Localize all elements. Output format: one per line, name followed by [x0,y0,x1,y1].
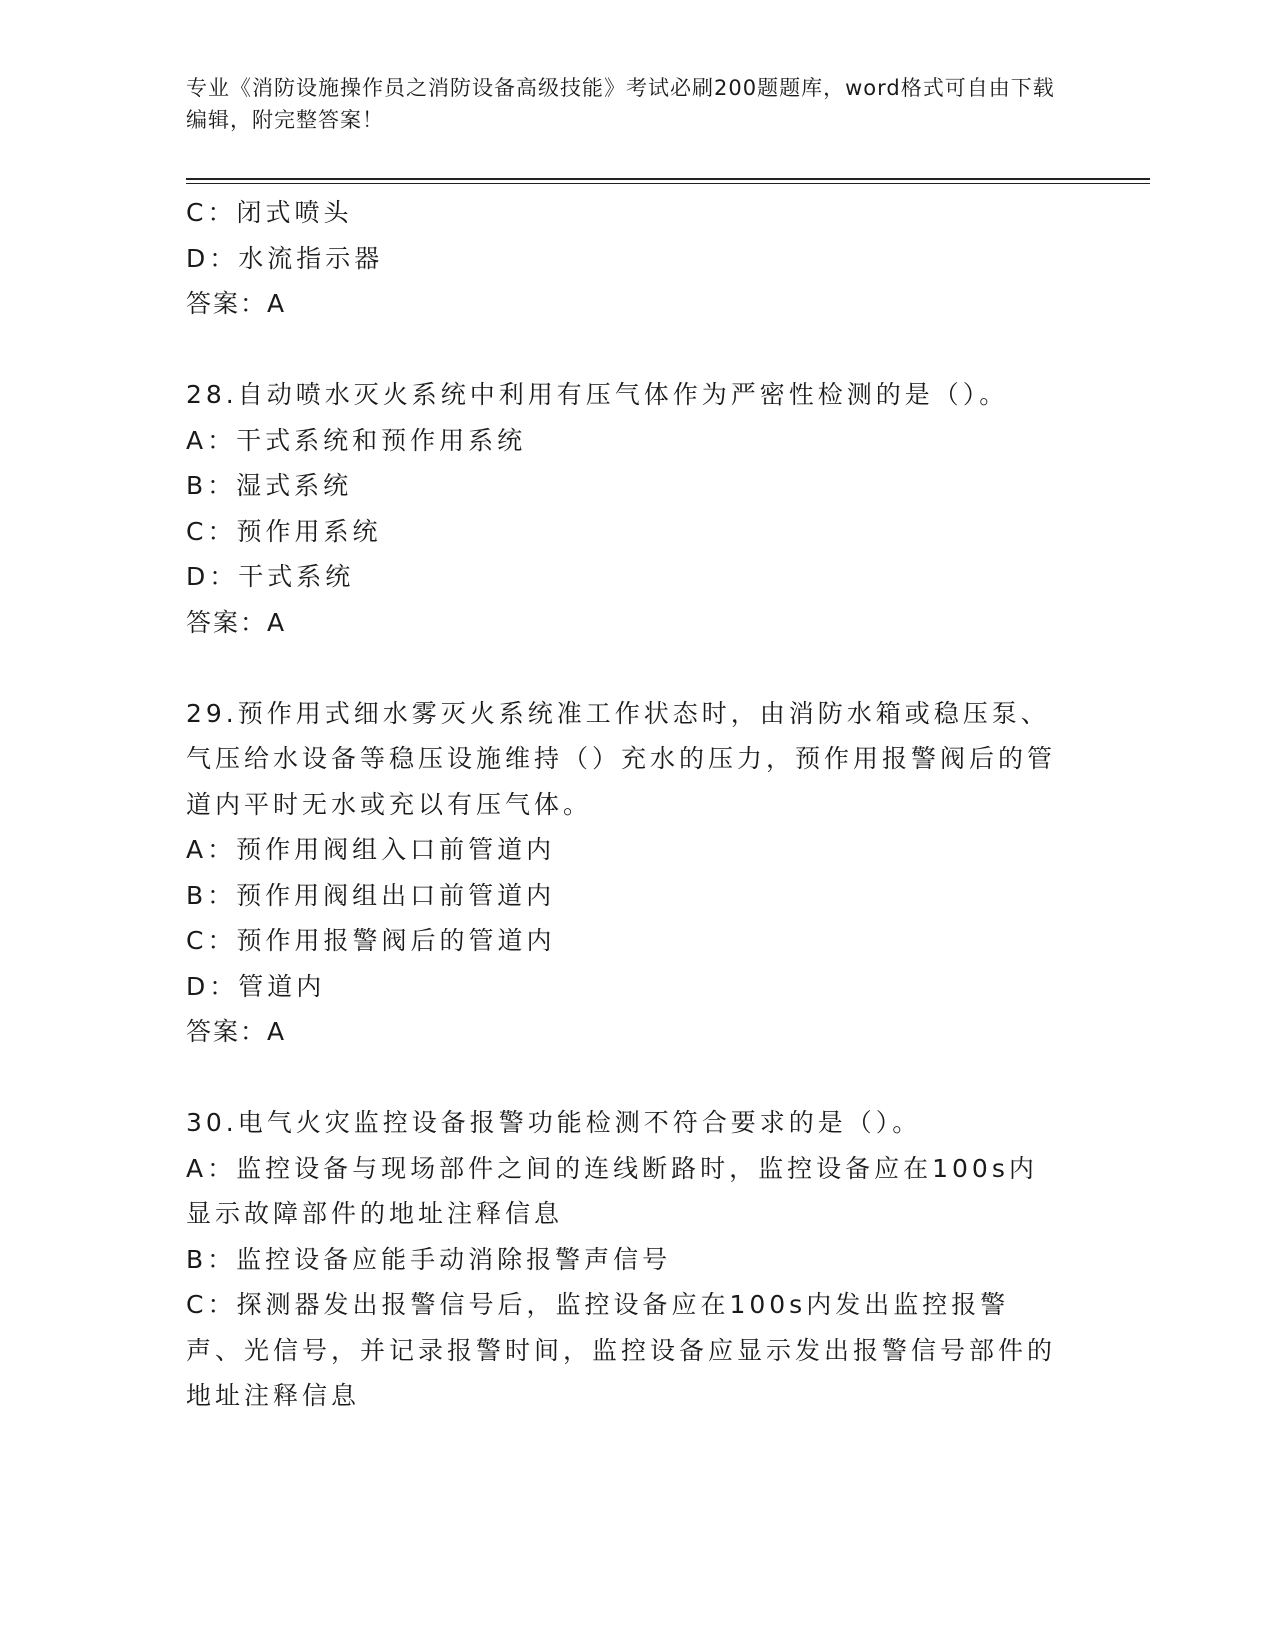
option-b: B：湿式系统 [186,471,353,500]
header-rule-thick [186,178,1150,180]
header-rule-thin [186,183,1150,184]
option-d: D：管道内 [186,971,326,1001]
option-a: A：干式系统和预作用系统 [186,425,527,455]
question-28 [186,372,1066,645]
page-header: 专业《消防设施操作员之消防设备高级技能》考试必刷200题题库，word格式可自由下载编辑，附完整答案！ [186,76,1055,132]
option-b: B：监控设备应能手动消除报警声信号 [186,1244,672,1274]
answer: 答案：A [186,1017,287,1046]
answer: 答案：A [186,607,287,637]
option-c: C：预作用系统 [186,516,382,546]
option-a: A：预作用阀组入口前管道内 [186,835,556,864]
question-30 [186,1100,1066,1419]
option-c: C：闭式喷头 [186,198,353,227]
option-b: B：预作用阀组出口前管道内 [186,880,556,910]
option-a: A：监控设备与现场部件之间的连线断路时，监控设备应在100s内显示故障部件的地址注释信息 [186,1153,1038,1228]
answer: 答案：A [186,289,287,318]
option-d: D：干式系统 [186,562,355,591]
partial-question [186,190,1066,327]
option-c: C：探测器发出报警信号后，监控设备应在100s内发出监控报警声、光信号，并记录报警时间，监控设备应显示发出报警信号部件的地址注释信息 [186,1290,1057,1410]
question-spacer [186,1055,1066,1101]
document-body [186,190,1066,1419]
question-stem: 28.自动喷水灭火系统中利用有压气体作为严密性检测的是（）。 [186,380,1009,409]
question-29 [186,691,1066,1055]
option-d: D：水流指示器 [186,243,384,273]
question-spacer [186,327,1066,373]
question-spacer [186,645,1066,691]
question-stem: 30.电气火灾监控设备报警功能检测不符合要求的是（）。 [186,1108,922,1137]
question-stem: 29.预作用式细水雾灭火系统准工作状态时，由消防水箱或稳压泵、气压给水设备等稳压设施维持（）充水的压力，预作用报警阀后的管道内平时无水或充以有压气体。 [186,698,1057,819]
option-c: C：预作用报警阀后的管道内 [186,926,556,955]
